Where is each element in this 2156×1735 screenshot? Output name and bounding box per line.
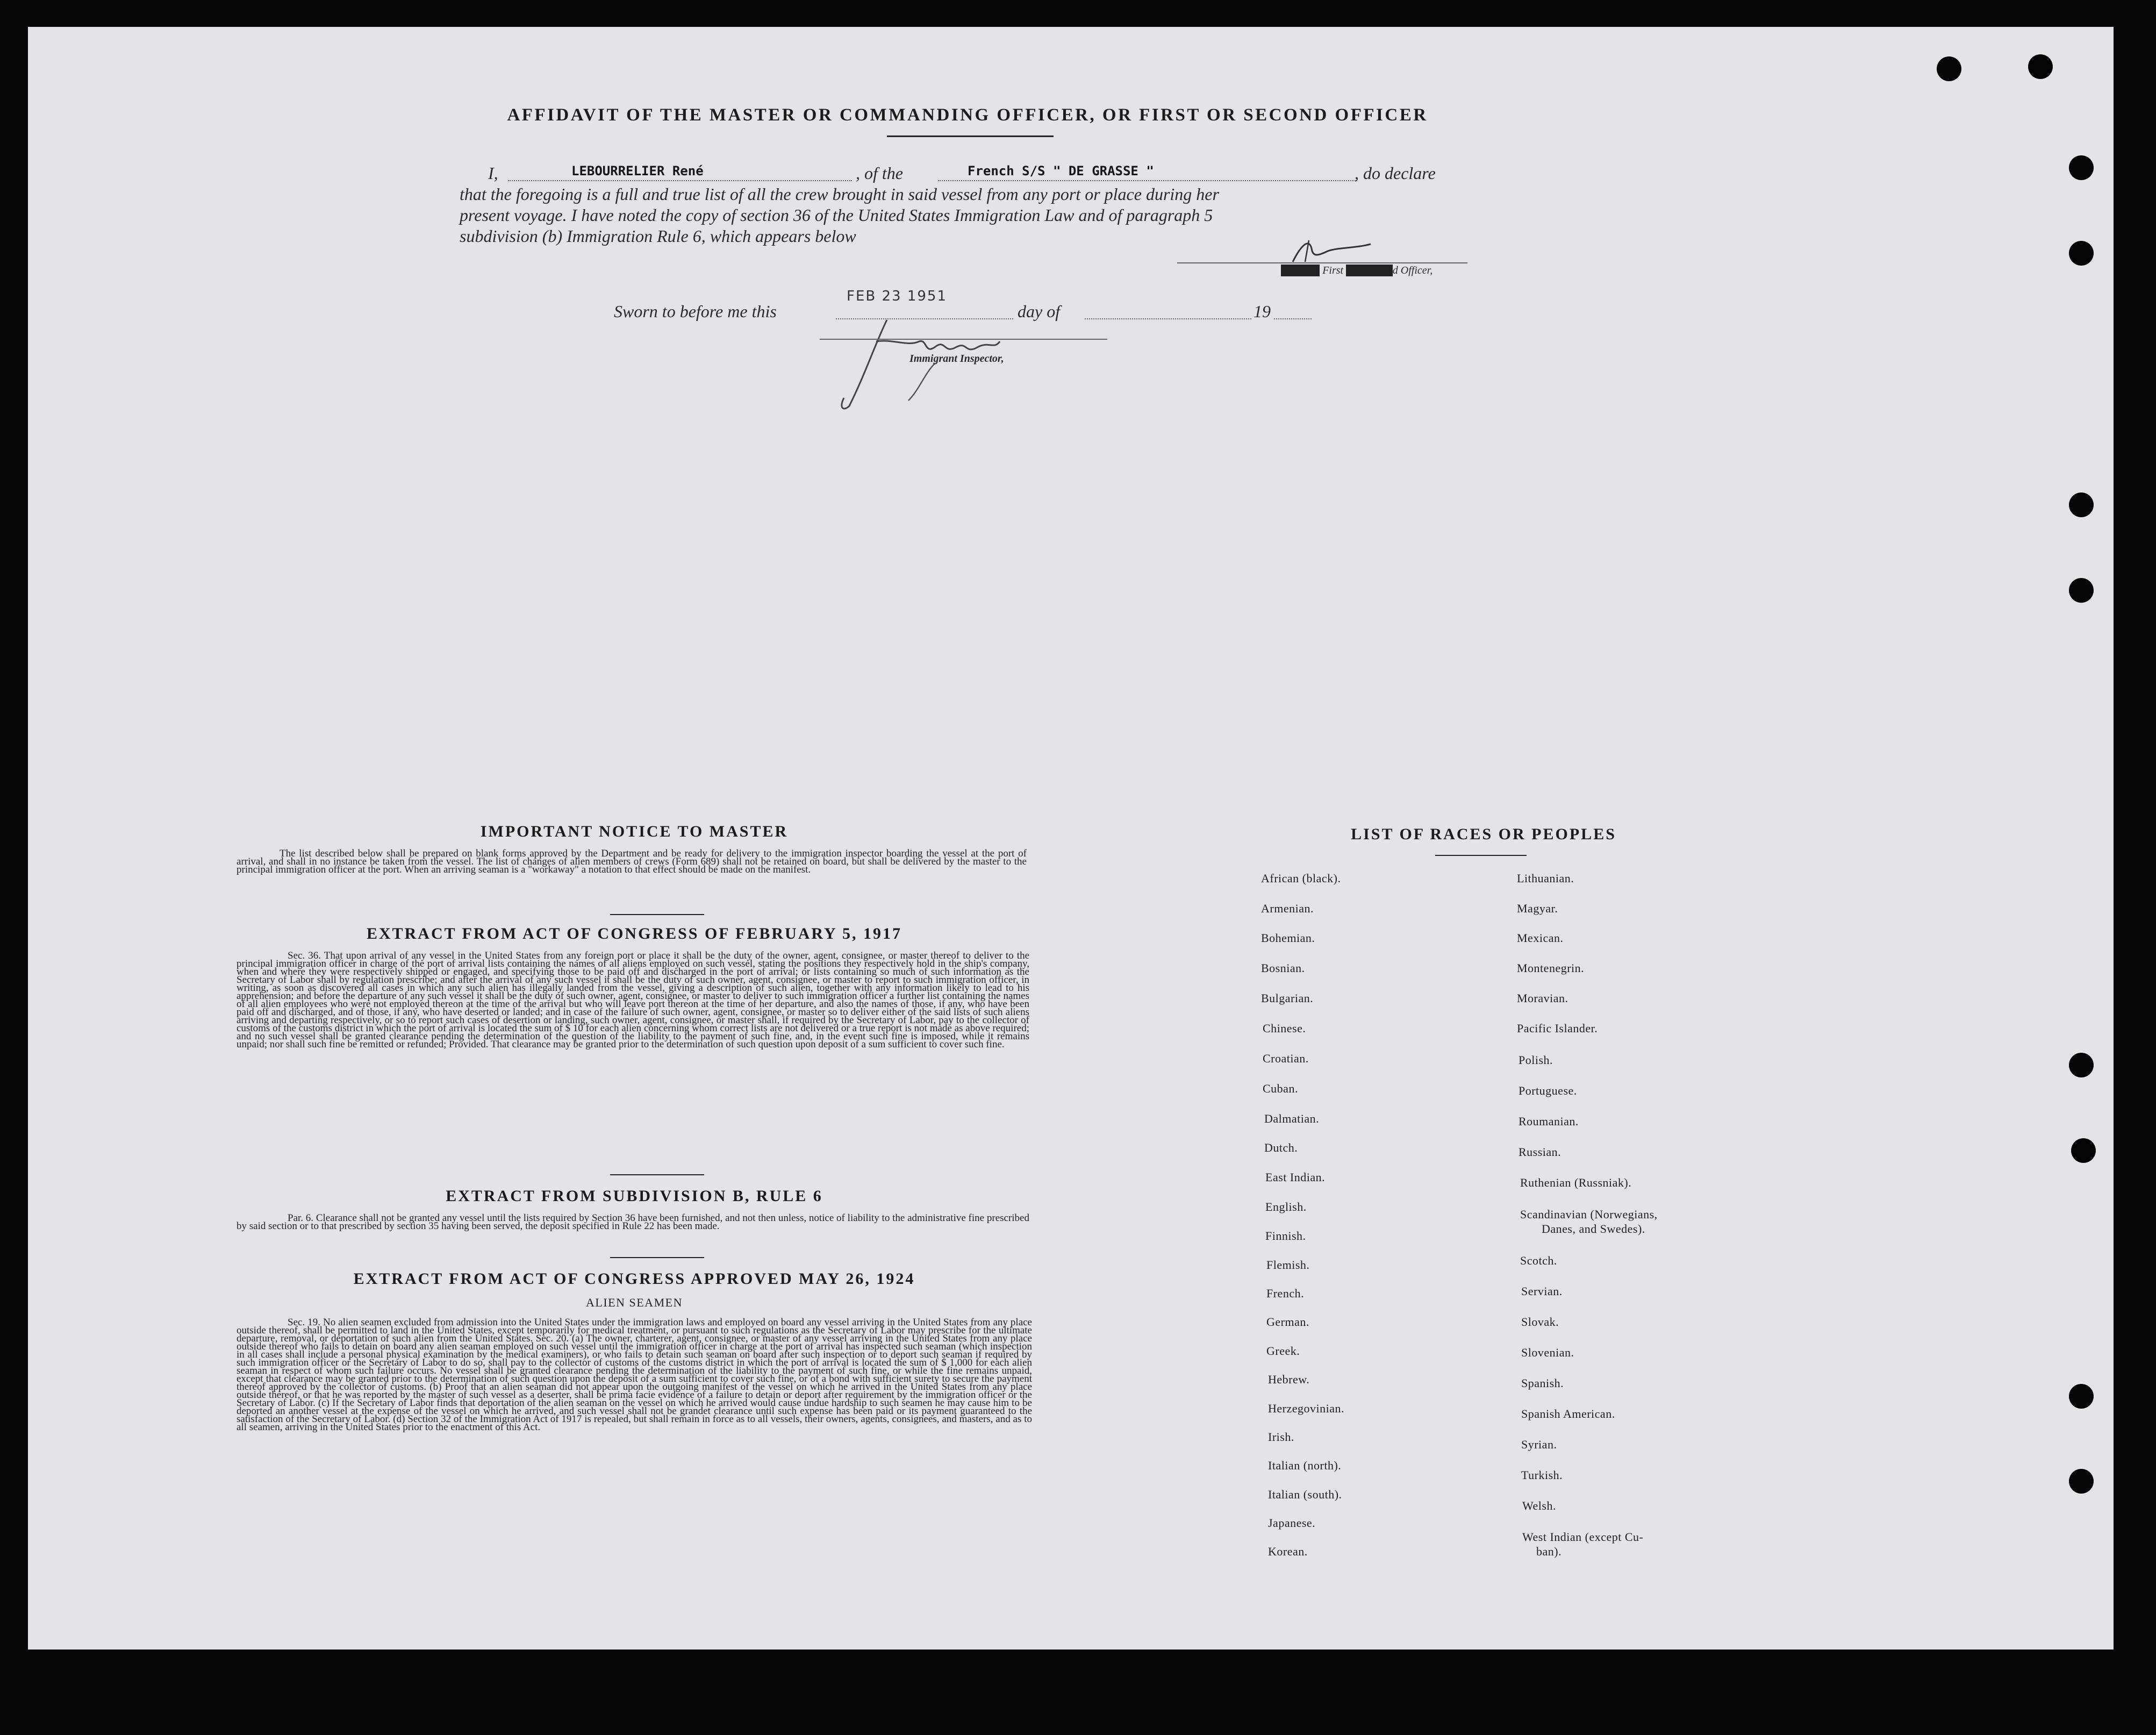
race-item: Japanese.	[1268, 1516, 1316, 1530]
race-item: Finnish.	[1265, 1229, 1306, 1243]
declaration-line-2: that the foregoing is a full and true list of all the crew brought in said vessel from any port or place during her	[460, 184, 1219, 204]
notice-rule	[610, 914, 704, 915]
title-rule	[887, 135, 1054, 137]
race-item: Italian (north).	[1268, 1459, 1342, 1472]
race-item: Chinese.	[1263, 1022, 1306, 1035]
extract-1917-body: Sec. 36. That upon arrival of any vessel in the United States from any foreign port or place it shall be the duty of the owner, agent, consignee, or master thereof to deliver to the principal immigration officer in charge of the port of arrival lists containing the names of all aliens employed on such vessel, stating the positions they respectively hold in the ship's company, when and where they were respectively shipped or engaged, and specifying those to be paid off and discharged in the port of arrival; or lists containing so much of such information as the Secretary of Labor shall by regulation prescribe; and after the arrival of any such vessel it shall be the duty of such owner, agent, consignee, or master to report to such immigration officer, in writing, as soon as discovered all cases in which any such alien has illegally landed from the vessel, giving a description of such alien, together with any information likely to lead to his apprehension; and before the departure of any such vessel it shall be the duty of such owner, agent, consignee, or master to deliver to such immigration officer a further list containing the names of all alien employees who were not employed thereon at the time of the arrival but who will leave port thereon at the time of her departure, and also the names of those, if any, who have been paid off and discharged, and of those, if any, who have deserted or landed; and in case of the failure of such owner, agent, consignee, or master so to deliver either of the said lists of such aliens arriving and departing respectively, or so to report such cases of desertion or landing, such owner, agent, consignee, or master shall, if required by the Secretary of Labor, pay to the collector of customs of the customs district in which the port of arrival is located the sum of $ 10 for each alien concerning whom correct lists are not delivered or a true report is not made as above required; and no such vessel shall be granted clearance pending the determination of the question of the liability to the payment of such fine, and, in the event such fine is imposed, while it remains unpaid; nor shall such fine be remitted or refunded; Provided. That clearance may be granted prior to the determination of such question upon deposit of a sum sufficient to cover such fine.	[237, 950, 1029, 1050]
officer-struck: XXXXXX	[1346, 265, 1393, 276]
officer-signature-line	[1177, 262, 1467, 263]
race-item: Herzegovinian.	[1268, 1402, 1344, 1415]
punch-hole	[2069, 241, 2094, 266]
race-item: Servian.	[1521, 1284, 1563, 1298]
race-item: English.	[1265, 1200, 1307, 1213]
race-item: Portuguese.	[1518, 1084, 1577, 1097]
sworn-text: Sworn to before me this	[614, 302, 777, 321]
race-item: West Indian (except Cu-	[1522, 1530, 1644, 1544]
race-item: Italian (south).	[1268, 1488, 1342, 1501]
punch-hole	[2069, 1469, 2094, 1494]
extract-1917-title: EXTRACT FROM ACT OF CONGRESS OF FEBRUARY 5, 1917	[366, 925, 902, 943]
inspector-label: Immigrant Inspector,	[909, 353, 1004, 365]
punch-hole	[1937, 56, 1961, 81]
race-item: Bulgarian.	[1261, 991, 1314, 1005]
race-item: African (black).	[1261, 872, 1341, 885]
race-item: German.	[1266, 1315, 1309, 1329]
of-the-label: , of the	[856, 163, 903, 183]
rule-6-rule	[610, 1257, 704, 1258]
race-item: Spanish.	[1521, 1376, 1564, 1390]
notice-body: The list described below shall be prepared on blank forms approved by the Department and be ready for delivery to the immigration inspector boarding the vessel at the port of arrival, and shall in no instance be taken from the vessel. The list of changes of alien members of crews (Form 689) shall not be retained on board, but shall be delivered by the master to the principal immigration officer at the port. When an arriving seaman is a "workaway" a notation to that effect should be made on the manifest.	[237, 848, 1027, 875]
punch-hole	[2071, 1138, 2096, 1163]
race-item: Polish.	[1518, 1053, 1553, 1067]
race-item: Greek.	[1266, 1344, 1300, 1358]
race-item: Welsh.	[1522, 1499, 1556, 1512]
race-item: Magyar.	[1517, 902, 1558, 915]
year-label: 19	[1254, 302, 1271, 321]
day-of-label: day of	[1018, 302, 1061, 321]
officer-prefix-struck: XXXXX	[1281, 265, 1320, 276]
race-item: Danes, and Swedes).	[1542, 1222, 1645, 1236]
race-item: Cuban.	[1263, 1082, 1298, 1095]
rule-6-title: EXTRACT FROM SUBDIVISION B, RULE 6	[446, 1187, 823, 1205]
race-item: Lithuanian.	[1517, 872, 1574, 885]
race-item: Flemish.	[1266, 1258, 1310, 1272]
rule-6-body: Par. 6. Clearance shall not be granted any vessel until the lists required by Section 36 have been furnished, and not then unless, notice of liability to the administrative fine prescribed by said section or to that prescribed by section 35 having been served, the deposit specified in Rule 22 has been made.	[237, 1212, 1029, 1232]
extract-1924-title: EXTRACT FROM ACT OF CONGRESS APPROVED MAY 26, 1924	[353, 1270, 915, 1288]
race-item: Slovak.	[1521, 1315, 1559, 1329]
race-item: Mexican.	[1517, 931, 1564, 945]
race-item: Ruthenian (Russniak).	[1520, 1176, 1632, 1189]
affidavit-i-label: I,	[488, 163, 498, 183]
extract-1917-rule	[610, 1174, 704, 1175]
race-item: Slovenian.	[1521, 1346, 1574, 1359]
year-line	[1274, 318, 1312, 319]
vessel-line	[938, 180, 1357, 181]
race-item: Syrian.	[1521, 1438, 1557, 1451]
race-item: Spanish American.	[1521, 1407, 1615, 1420]
officer-first: First	[1322, 265, 1344, 276]
punch-hole	[2069, 1053, 2094, 1077]
declaration-line-3: present voyage. I have noted the copy of section 36 of the United States Immigration Law and of paragraph 5	[460, 205, 1213, 225]
notice-title: IMPORTANT NOTICE TO MASTER	[480, 823, 789, 840]
name-line	[508, 180, 852, 181]
race-item: Korean.	[1268, 1545, 1308, 1558]
race-item: Armenian.	[1261, 902, 1314, 915]
race-item: Turkish.	[1521, 1468, 1563, 1482]
race-item: Scotch.	[1520, 1254, 1557, 1267]
punch-hole	[2069, 492, 2094, 517]
date-stamp: FEB 23 1951	[847, 288, 948, 304]
races-rule	[1435, 855, 1527, 856]
race-item: Dalmatian.	[1264, 1112, 1320, 1125]
officer-title	[1281, 265, 1432, 277]
race-item: Scandinavian (Norwegians,	[1520, 1208, 1658, 1221]
race-item: East Indian.	[1265, 1170, 1326, 1184]
inspector-signature-line	[820, 339, 1107, 340]
race-item: Croatian.	[1263, 1052, 1309, 1065]
race-item: Irish.	[1268, 1430, 1294, 1444]
punch-hole	[2069, 578, 2094, 603]
race-item: Montenegrin.	[1517, 961, 1585, 975]
vessel-name: French S/S " DE GRASSE "	[968, 163, 1154, 179]
extract-1924-subtitle: ALIEN SEAMEN	[586, 1296, 683, 1309]
races-title: LIST OF RACES OR PEOPLES	[1351, 825, 1616, 843]
declaration-line-4: subdivision (b) Immigration Rule 6, which appears below	[460, 226, 856, 246]
race-item: Roumanian.	[1518, 1115, 1579, 1128]
race-item: Moravian.	[1517, 991, 1568, 1005]
race-item: Hebrew.	[1268, 1373, 1310, 1386]
race-item: Dutch.	[1264, 1141, 1298, 1154]
race-item: Bohemian.	[1261, 931, 1315, 945]
master-name: LEBOURRELIER René	[571, 163, 704, 179]
race-item: French.	[1266, 1287, 1305, 1300]
extract-1924-body: Sec. 19. No alien seamen excluded from admission into the United States under the immigration laws and employed on board any vessel arriving in the United States from any place outside thereof, shall be permitted to land in the United States, except temporarily for medical treatment, or pursuant to such regulations as the Secretary of Labor may prescribe for the ultimate departure, removal, or deportation of such alien from the United States. Sec. 20. (a) The owner, charterer, agent, consignee, or master of any vessel arriving in the United States from any place outside thereof who fails to detain on board any alien seaman employed on such vessel until the immigration officer in charge at the port of arrival has inspected such seaman (which inspection in all cases shall include a personal physical examination by the medical examiners), or who fails to detain such seaman on board after such inspection or to deport such seaman if required by such immigration officer or the Secretary of Labor to do so, shall pay to the collector of customs of the customs district in which the port of arrival is located the sum of $ 1,000 for each alien seaman in respect of whom such failure occurs. No vessel shall be granted clearance pending the determination of the liability to the payment of such fine, or while the fine remains unpaid, except that clearance may be granted prior to the determination of such question upon the deposit of a sum sufficient to cover such fine, or of a bond with sufficient surety to secure the payment thereof approved by the collector of customs. (b) Proof that an alien seaman did not appear upon the outgoing manifest of the vessel on which he arrived in the United States from any place outside thereof, or that he was reported by the master of such vessel as a deserter, shall be prima facie evidence of a failure to detain or deport after requirement by the immigration officer or the Secretary of Labor. (c) If the Secretary of Labor finds that deportation of the alien seaman on the vessel on which he arrived would cause undue hardship to such seamen he may cause him to be deported an another vessel at the expense of the vessel on which he arrived, and such vessel shall not be grandet clearance until such expense has been paid or its payment guaranteed to the satisfaction of the Secretary of Labor. (d) Section 32 of the Immigration Act of 1917 is repealed, but shall remain in force as to all vessels, their owners, agents, consignees, and masters, and as to all seamen, arriving in the United States prior to the enactment of this Act.	[237, 1317, 1032, 1433]
punch-hole	[2069, 155, 2094, 180]
race-item: ban).	[1536, 1545, 1562, 1558]
affidavit-title: AFFIDAVIT OF THE MASTER OR COMMANDING OFFICER, OR FIRST OR SECOND OFFICER	[507, 105, 1428, 125]
do-declare-label: , do declare	[1355, 163, 1436, 183]
race-item: Bosnian.	[1261, 961, 1305, 975]
punch-hole	[2028, 54, 2053, 79]
race-item: Russian.	[1518, 1145, 1562, 1159]
race-item: Pacific Islander.	[1517, 1022, 1598, 1035]
officer-suffix: d Officer,	[1392, 265, 1433, 276]
month-line	[1085, 318, 1251, 319]
punch-hole	[2069, 1384, 2094, 1409]
